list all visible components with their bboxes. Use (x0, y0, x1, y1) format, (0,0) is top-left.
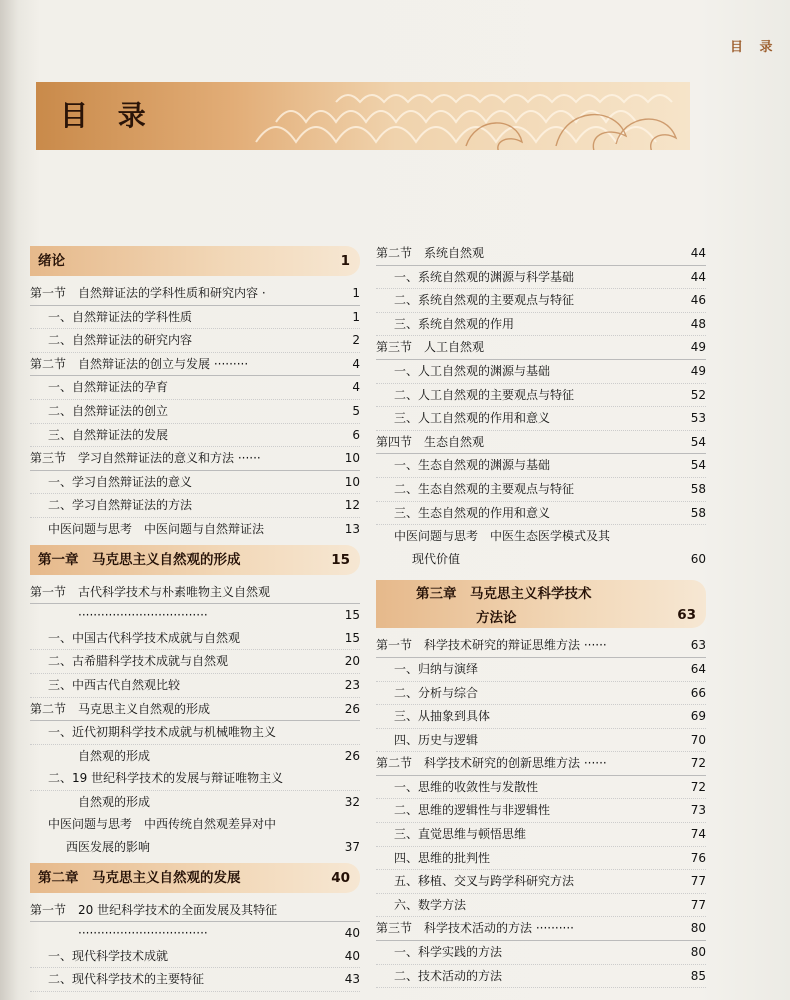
entry-page: 77 (690, 897, 706, 912)
toc-entry[interactable] (30, 494, 360, 518)
entry-title: 三、直觉思维与顿悟思维 (394, 827, 527, 842)
entry-title: 中医问题与思考 中医生态医学模式及其 (394, 529, 611, 544)
toc-feature-entry[interactable] (30, 813, 360, 836)
toc-entry[interactable] (30, 721, 360, 745)
entry-page: 44 (690, 269, 706, 284)
toc-entry[interactable] (30, 329, 360, 353)
entry-page: 63 (690, 638, 706, 653)
entry-page: 23 (344, 677, 360, 692)
entry-page: 1 (352, 286, 360, 300)
toc-section-entry[interactable] (376, 336, 706, 360)
entry-page: 77 (690, 874, 706, 889)
toc-feature-entry[interactable] (376, 548, 706, 571)
entry-page: 49 (690, 363, 706, 378)
entry-page: 80 (690, 921, 706, 936)
entry-page: 72 (690, 756, 706, 771)
entry-page: 40 (344, 926, 360, 941)
entry-title: 一、科学实践的方法 (394, 945, 503, 960)
toc-entry[interactable] (376, 289, 706, 313)
toc-section-entry[interactable] (376, 634, 706, 658)
toc-entry[interactable] (376, 313, 706, 337)
entry-title: 二、自然辩证法的创立 (48, 403, 169, 418)
toc-section-entry[interactable] (30, 899, 360, 923)
entry-page: 46 (690, 293, 706, 308)
entry-page: 80 (690, 945, 706, 960)
entry-title: 五、移植、交叉与跨学科研究方法 (394, 874, 575, 889)
entry-page: 15 (344, 630, 360, 645)
toc-entry[interactable] (376, 870, 706, 894)
entry-title: 二、学习自然辩证法的方法 (48, 498, 193, 513)
toc-banner (36, 82, 690, 150)
entry-title: 三、自然辩证法的发展 (48, 427, 169, 442)
entry-page: 53 (690, 411, 706, 426)
entry-title: 三、系统自然观的作用 (394, 316, 515, 331)
entry-title: ·································· (78, 926, 208, 941)
toc-entry[interactable] (376, 266, 706, 290)
toc-feature-entry[interactable] (30, 836, 360, 859)
entry-page: 12 (344, 498, 360, 513)
toc-section-entry[interactable] (376, 917, 706, 941)
chapter-page: 40 (331, 869, 350, 886)
entry-page: 52 (690, 387, 706, 402)
toc-feature-entry[interactable] (376, 525, 706, 548)
entry-page: 5 (352, 403, 360, 418)
entry-title: 第一节 科学技术研究的辩证思维方法 ······ (376, 638, 607, 653)
entry-title: 现代价值 (412, 551, 461, 566)
entry-page: 73 (690, 803, 706, 818)
entry-title: 三、人工自然观的作用和意义 (394, 411, 551, 426)
toc-entry[interactable] (30, 471, 360, 495)
entry-page: 76 (690, 850, 706, 865)
entry-page: 1 (352, 309, 360, 324)
toc-entry[interactable] (376, 729, 706, 753)
entry-page: 20 (344, 654, 360, 669)
toc-section-entry[interactable] (30, 698, 360, 722)
entry-page: 58 (690, 505, 706, 520)
toc-entry[interactable] (30, 424, 360, 448)
entry-title: 二、思维的逻辑性与非逻辑性 (394, 803, 551, 818)
toc-section-entry[interactable] (30, 353, 360, 377)
chapter-3-heading[interactable] (376, 580, 706, 628)
entry-title: 第一节 自然辩证法的学科性质和研究内容 · (30, 286, 266, 300)
toc-entry[interactable] (376, 658, 706, 682)
entry-title: 一、思维的收敛性与发散性 (394, 779, 539, 794)
toc-entry[interactable] (30, 306, 360, 330)
entry-title: 第一节 古代科学技术与朴素唯物主义自然观 (30, 584, 271, 599)
toc-entry[interactable] (376, 799, 706, 823)
entry-title: 中医问题与思考 中西传统自然观差异对中 (48, 817, 277, 832)
toc-entry[interactable] (30, 968, 360, 992)
entry-title: 二、自然辩证法的研究内容 (48, 333, 193, 348)
entry-page: 13 (344, 521, 360, 536)
toc-section-entry[interactable] (30, 282, 360, 306)
entry-title: 一、中国古代科学技术成就与自然观 (48, 630, 241, 645)
chapter-title-line2: 方法论 (476, 610, 517, 627)
chapter-2-heading[interactable] (30, 863, 360, 893)
entry-title: 一、学习自然辩证法的意义 (48, 474, 193, 489)
entry-title: 四、历史与逻辑 (394, 732, 479, 747)
toc-section-entry[interactable] (30, 581, 360, 605)
toc-entry[interactable] (30, 922, 360, 945)
entry-title: 二、人工自然观的主要观点与特征 (394, 387, 575, 402)
entry-title: 一、归纳与演绎 (394, 661, 479, 676)
chapter-1-heading[interactable] (30, 545, 360, 575)
toc-section-entry[interactable] (30, 447, 360, 471)
entry-page: 10 (344, 451, 360, 466)
entry-title: 一、自然辩证法的孕育 (48, 380, 169, 395)
entry-title: 第二节 系统自然观 (376, 246, 485, 260)
entry-page: 37 (344, 840, 360, 855)
chapter-title: 第一章 马克思主义自然观的形成 (38, 551, 241, 568)
toc-entry[interactable] (30, 650, 360, 674)
entry-page: 74 (690, 827, 706, 842)
entry-title: 二、19 世纪科学技术的发展与辩证唯物主义 (48, 771, 284, 786)
entry-title: 中医问题与思考 中医问题与自然辩证法 (48, 521, 265, 536)
entry-title: 第一节 20 世纪科学技术的全面发展及其特征 (30, 902, 278, 917)
toc-entry[interactable] (376, 965, 706, 989)
toc-entry[interactable] (376, 776, 706, 800)
toc-entry[interactable] (376, 384, 706, 408)
entry-page: 64 (690, 661, 706, 676)
entry-title: 六、数学方法 (394, 897, 467, 912)
toc-entry[interactable] (376, 407, 706, 431)
chapter-page: 1 (340, 253, 350, 269)
entry-title: 二、生态自然观的主要观点与特征 (394, 481, 575, 496)
entry-title: 第二节 科学技术研究的创新思维方法 ······ (376, 756, 607, 771)
entry-page: 49 (690, 340, 706, 355)
page-title: 目 录 (60, 99, 156, 132)
entry-page: 4 (352, 380, 360, 395)
toc-entry[interactable] (30, 791, 360, 814)
entry-title: 一、系统自然观的渊源与科学基础 (394, 269, 575, 284)
chapter-page: 15 (331, 551, 350, 568)
chapter-page: 63 (677, 607, 696, 624)
entry-title: 西医发展的影响 (66, 840, 151, 855)
entry-page: 40 (344, 948, 360, 963)
entry-page: 48 (690, 316, 706, 331)
entry-title: 一、人工自然观的渊源与基础 (394, 363, 551, 378)
entry-page: 70 (690, 732, 706, 747)
entry-title: 第三节 学习自然辩证法的意义和方法 ······ (30, 451, 261, 466)
entry-page: 4 (352, 356, 360, 371)
entry-title: 一、自然辩证法的学科性质 (48, 309, 193, 324)
entry-title: 四、思维的批判性 (394, 850, 491, 865)
entry-title: 第三节 科学技术活动的方法 ·········· (376, 921, 574, 936)
entry-title: 二、分析与综合 (394, 685, 479, 700)
entry-page: 32 (344, 794, 360, 809)
toc-entry[interactable] (30, 767, 360, 791)
toc-entry[interactable] (30, 400, 360, 424)
entry-title: 二、系统自然观的主要观点与特征 (394, 293, 575, 308)
entry-page: 58 (690, 481, 706, 496)
entry-title: ·································· (78, 608, 208, 623)
running-head: 目 录 (730, 40, 779, 55)
entry-page: 43 (344, 972, 360, 987)
entry-page: 72 (690, 779, 706, 794)
entry-page: 26 (344, 701, 360, 716)
entry-title: 第三节 人工自然观 (376, 340, 485, 355)
entry-title: 三、中西古代自然观比较 (48, 677, 181, 692)
entry-page: 6 (352, 427, 360, 442)
chapter-title: 第二章 马克思主义自然观的发展 (38, 869, 241, 886)
toc-entry[interactable] (30, 674, 360, 698)
entry-page: 54 (690, 458, 706, 473)
toc-entry[interactable] (30, 376, 360, 400)
toc-entry[interactable] (376, 682, 706, 706)
entry-page: 54 (690, 434, 706, 449)
entry-title: 二、古希腊科学技术成就与自然观 (48, 654, 229, 669)
entry-page: 66 (690, 685, 706, 700)
toc-entry[interactable] (376, 823, 706, 847)
intro-heading[interactable] (30, 246, 360, 276)
toc-entry[interactable] (376, 360, 706, 384)
toc-feature-entry[interactable] (30, 518, 360, 541)
toc-entry[interactable] (376, 705, 706, 729)
entry-title: 一、近代初期科学技术成就与机械唯物主义 (48, 725, 277, 740)
toc-entry[interactable] (376, 454, 706, 478)
entry-page: 10 (344, 474, 360, 489)
entry-page: 44 (690, 246, 706, 260)
entry-title: 一、现代科学技术成就 (48, 948, 169, 963)
entry-title: 二、现代科学技术的主要特征 (48, 972, 205, 987)
entry-title: 三、从抽象到具体 (394, 709, 491, 724)
entry-title: 第四节 生态自然观 (376, 434, 485, 449)
chapter-title: 第三章 马克思主义科学技术 (416, 586, 592, 603)
entry-title: 一、生态自然观的渊源与基础 (394, 458, 551, 473)
entry-title: 三、生态自然观的作用和意义 (394, 505, 551, 520)
toc-entry[interactable] (376, 478, 706, 502)
chapter-title: 绪论 (38, 253, 65, 269)
toc-section-entry[interactable] (376, 242, 706, 266)
entry-title: 自然观的形成 (78, 748, 151, 763)
entry-page: 69 (690, 709, 706, 724)
toc-entry[interactable] (376, 502, 706, 526)
toc-right-column (376, 242, 706, 988)
toc-left-column (30, 242, 360, 992)
toc-entry[interactable] (30, 745, 360, 768)
entry-title: 二、技术活动的方法 (394, 968, 503, 983)
entry-page: 85 (690, 968, 706, 983)
entry-page: 2 (352, 333, 360, 348)
entry-page: 26 (344, 748, 360, 763)
toc-section-entry[interactable] (376, 752, 706, 776)
entry-page: 60 (690, 551, 706, 566)
entry-title: 自然观的形成 (78, 794, 151, 809)
entry-title: 第二节 马克思主义自然观的形成 (30, 701, 211, 716)
toc-entry[interactable] (376, 894, 706, 918)
toc-entry[interactable] (376, 941, 706, 965)
toc-entry[interactable] (30, 945, 360, 969)
toc-entry[interactable] (30, 627, 360, 651)
toc-entry[interactable] (376, 847, 706, 871)
entry-page: 15 (344, 608, 360, 623)
entry-title: 第二节 自然辩证法的创立与发展 ········· (30, 356, 249, 371)
toc-section-entry[interactable] (376, 431, 706, 455)
toc-entry[interactable] (30, 604, 360, 627)
